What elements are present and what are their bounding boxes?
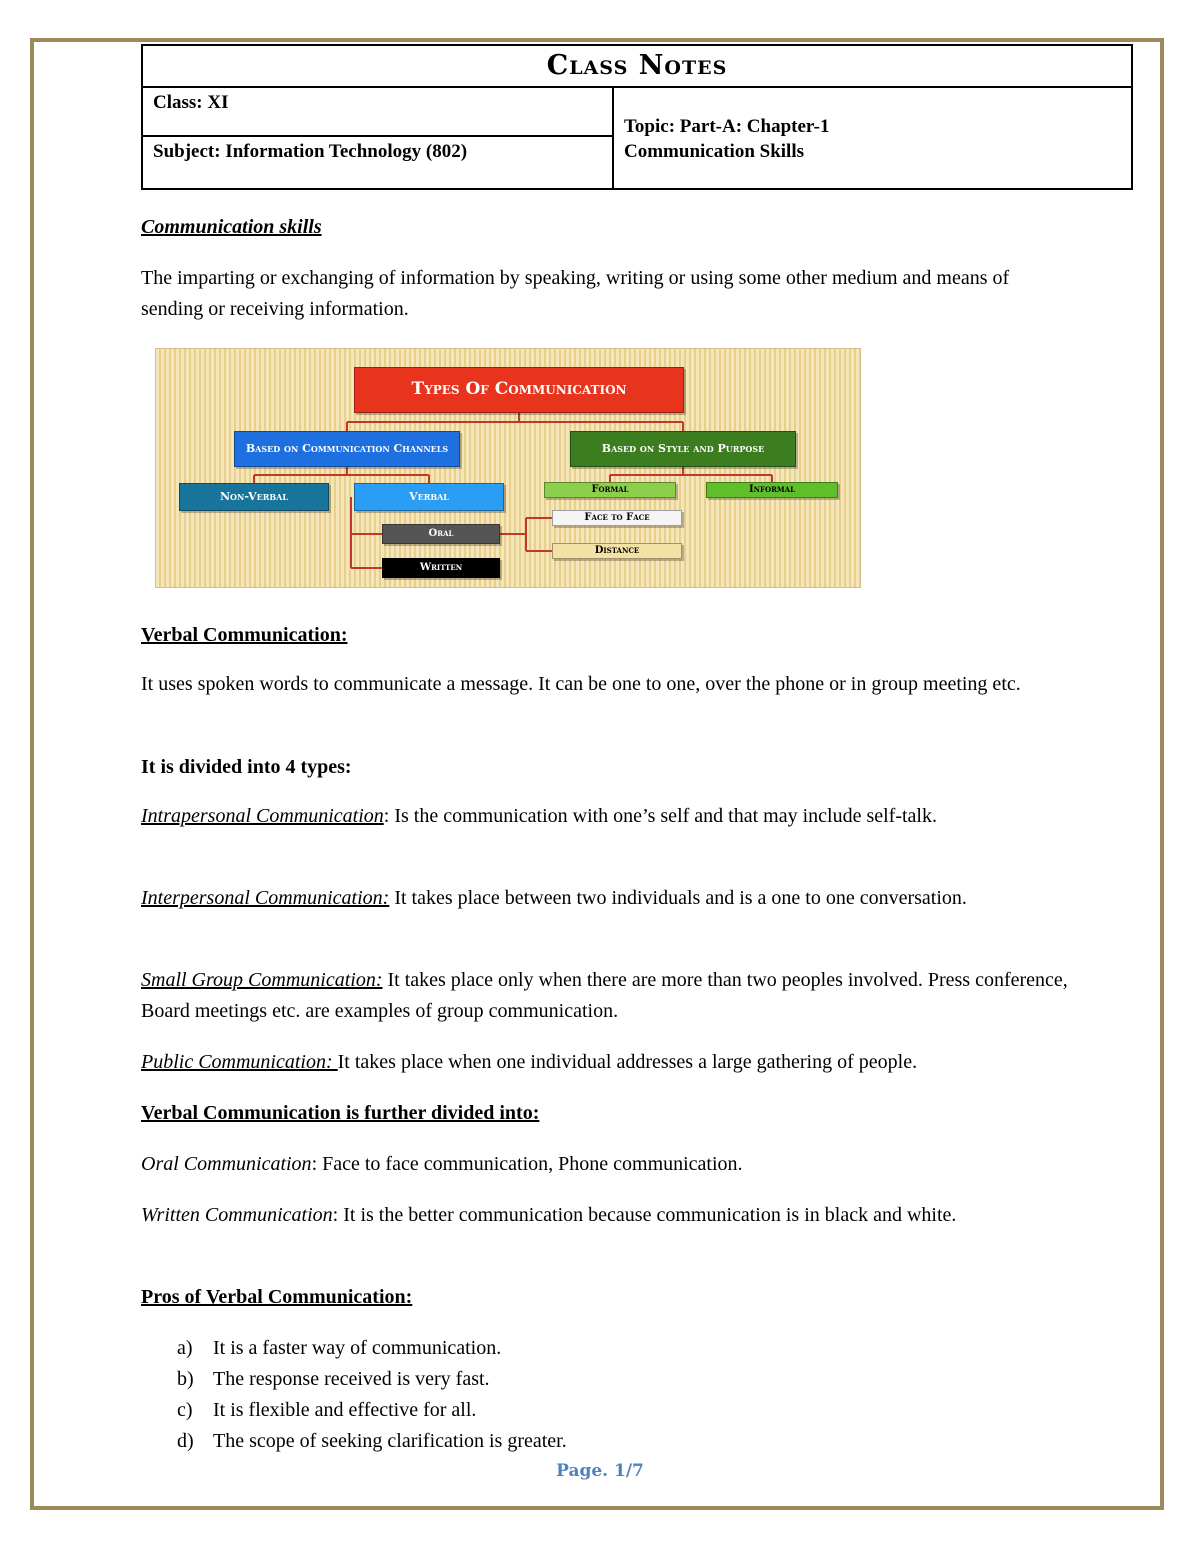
public-label: Public Communication: <box>141 1051 338 1073</box>
small-group-text: It takes place only when there are more than two peoples involved. Press conference, Board meetings etc. are examples of group communication. <box>141 969 1068 1022</box>
topic-line-1: Topic: Part-A: Chapter-1 <box>624 116 830 137</box>
types-heading: It is divided into 4 types: <box>141 756 352 778</box>
subject-label: Subject: Information Technology (802) <box>153 141 468 162</box>
public-item <box>141 1047 1071 1078</box>
diagram-box-root: Types Of Communication <box>354 367 684 413</box>
verbal-heading: Verbal Communication: <box>141 624 348 646</box>
further-divided-heading: Verbal Communication is further divided into: <box>141 1102 540 1124</box>
oral-item <box>141 1149 1071 1180</box>
written-text: : It is the better communication because communication is in black and white. <box>332 1204 957 1226</box>
oral-text: : Face to face communication, Phone communication. <box>311 1153 743 1175</box>
list-item: c) It is flexible and effective for all. <box>177 1399 477 1421</box>
small-group-item <box>141 965 1071 1027</box>
header-table <box>141 44 1133 190</box>
intrapersonal-text: : Is the communication with one’s self and that may include self-talk. <box>383 805 937 827</box>
interpersonal-text: It takes place between two individuals and is a one to one conversation. <box>389 887 967 909</box>
section-heading-communication-skills: Communication skills <box>141 216 322 238</box>
interpersonal-item <box>141 883 1071 914</box>
topic-line-2: Communication Skills <box>624 141 805 162</box>
small-group-label: Small Group Communication: <box>141 969 383 991</box>
class-label: Class: XI <box>143 88 612 137</box>
list-item: b) The response received is very fast. <box>177 1368 490 1390</box>
public-text: It takes place when one individual addresses a large gathering of people. <box>337 1051 918 1073</box>
written-item <box>141 1200 1071 1231</box>
diagram-box-verbal: Verbal <box>354 483 504 511</box>
written-label: Written Communication <box>141 1204 333 1226</box>
verbal-text: It uses spoken words to communicate a message. It can be one to one, over the phone or in group meeting etc. <box>141 673 1021 695</box>
oral-label: Oral Communication <box>141 1153 312 1175</box>
diagram-box-written: Written <box>382 558 500 578</box>
diagram-box-nonverbal: Non-Verbal <box>179 483 329 511</box>
pros-heading: Pros of Verbal Communication: <box>141 1286 413 1308</box>
diagram-box-style: Based on Style and Purpose <box>570 431 796 467</box>
diagram-box-informal: Informal <box>706 482 838 498</box>
diagram-box-face-to-face: Face to Face <box>552 510 682 526</box>
pros-list <box>177 1333 567 1457</box>
list-item: a) It is a faster way of communication. <box>177 1337 502 1359</box>
page-number: Page. 1/7 <box>556 1461 644 1481</box>
communication-definition: The imparting or exchanging of information by speaking, writing or using some other medium and means of sending or receiving information. <box>141 267 1010 320</box>
page-title: Class Notes <box>143 46 1131 88</box>
diagram-box-distance: Distance <box>552 543 682 559</box>
intrapersonal-item <box>141 801 1071 832</box>
types-of-communication-diagram <box>155 348 861 588</box>
list-item: d) The scope of seeking clarification is greater. <box>177 1430 567 1452</box>
interpersonal-label: Interpersonal Communication: <box>141 887 390 909</box>
topic-cell <box>614 88 1131 188</box>
intrapersonal-label: Intrapersonal Communication <box>141 805 384 827</box>
diagram-box-channels: Based on Communication Channels <box>234 431 460 467</box>
diagram-box-formal: Formal <box>544 482 676 498</box>
diagram-box-oral: Oral <box>382 524 500 544</box>
